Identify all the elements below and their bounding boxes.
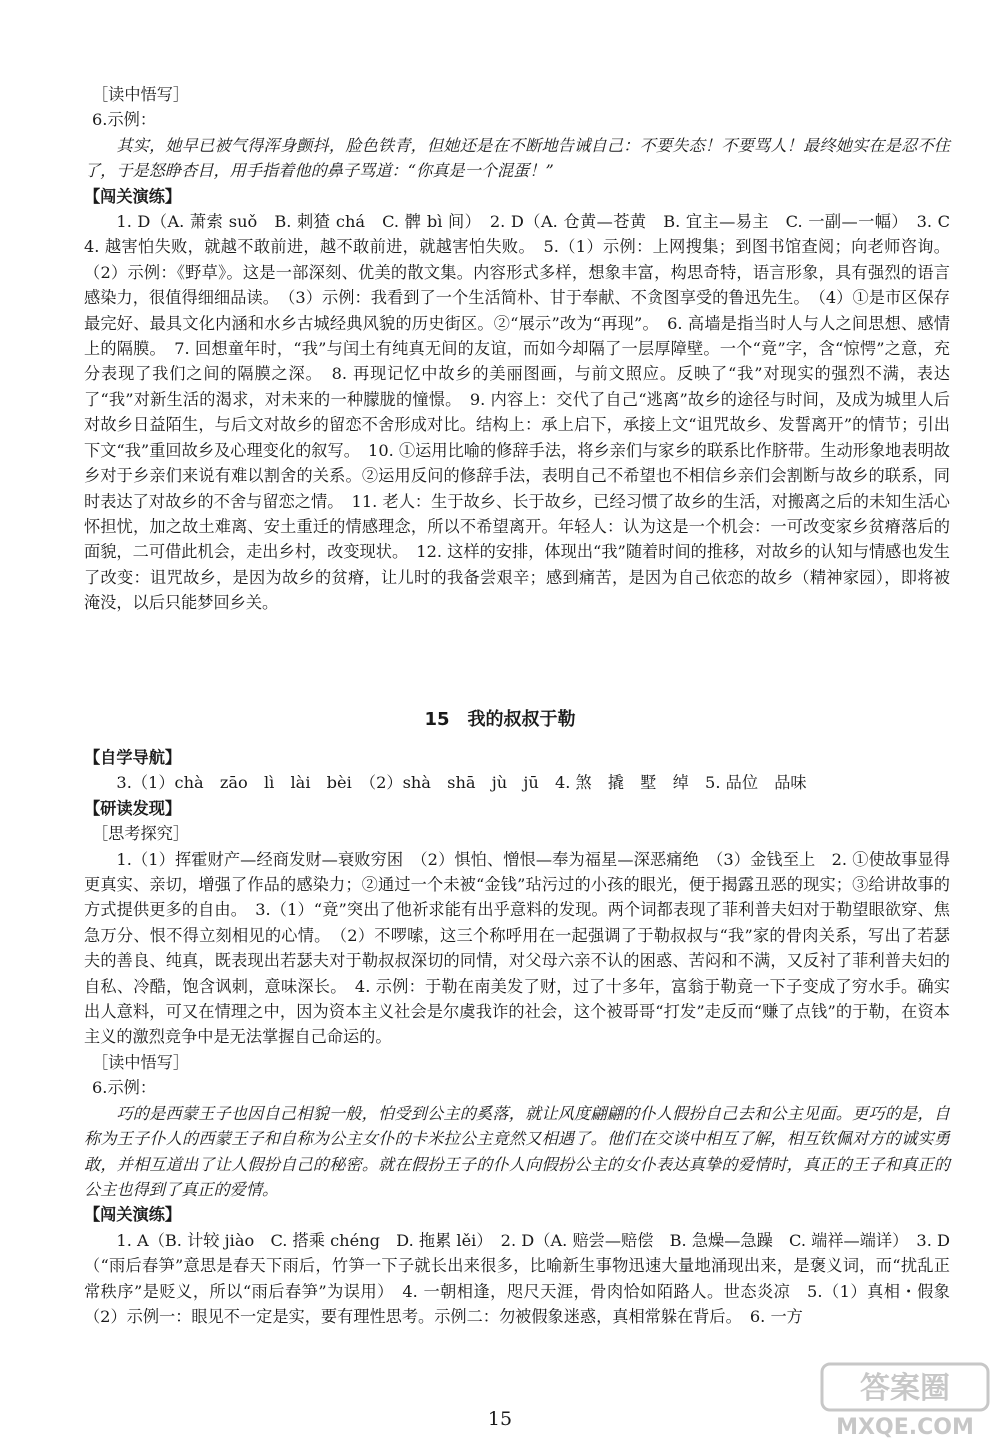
example-number-2: 6.示例： <box>92 1078 157 1098</box>
section-reading-writing-1 <box>84 82 967 616</box>
section-lesson-15 <box>84 745 967 1329</box>
header-practice-2: 【闯关演练】 <box>84 1205 182 1225</box>
example-text-2: 巧的是西蒙王子也因自己相貌一般，怕受到公主的奚落，就让风度翩翩的仆人假扮自己去和公主见面。更巧的是，自称为王子仆人的西蒙王子和自称为公主女仆的卡米拉公主竟然又相遇了。他们在交谈中相互了解，相互钦佩对方的诚实勇敢，并相互道出了让人假扮自己的秘密。就在假扮王子的仆人向假扮公主的女仆表达真挚的爱情时，真正的王子和真正的公主也得到了真正的爱情。 <box>84 1103 950 1199</box>
example-text: 其实，她早已被气得浑身颤抖，脸色铁青，但她还是在不断地告诫自己：不要失态！不要骂人！最终她实在是忍不住了，于是怒睁杏目，用手指着他的鼻子骂道：“你真是一个混蛋！” <box>84 135 950 181</box>
header-practice: 【闯关演练】 <box>84 186 182 206</box>
self-study-answers: 3.（1）chà zāo lì lài bèi （2）shà shā jù jū 4. 煞 撬 墅 绰 5. 品位 品味 <box>116 773 807 793</box>
label-thinking-exploration: ［思考探究］ <box>92 824 190 844</box>
practice-answers: 1. D（A. 萧索 suǒ B. 刺猹 chá C. 髀 bì 间） 2. D（A. 仓黄—苍黄 B. 宜主—易主 C. 一副—一幅） 3. C 4. 越害怕失败，就越不敢前进，越不敢前进，就越害怕失败。 5.（1）示例：上网搜集；到图书馆查阅；向老师咨询。（2）示例：《野草》。这是一部深刻、优美的散文集。内容形式多样，想象丰富，构思奇特，语言形象，具有强烈的语言感染力，很值得细细品读。 （3）示例：我看到了一个生活简朴、甘于奉献、不贪图享受的鲁迅先生。 （4）①是市区保存最完好、最具文化内涵和水乡古城经典风貌的历史街区。②“展示”改为“再现”。 6. 高墙是指当时人与人之间思想、感情上的隔膜。 7. 回想童年时，“我”与闰土有纯真无间的友谊，而如今却隔了一层厚障壁。一个“竟”字，含“惊愕”之意，充分表现了我们之间的隔膜之深。 8. 再现记忆中故乡的美丽图画，与前文照应。反映了“我”对现实的强烈不满，表达了“我”对新生活的渴求，对未来的一种朦胧的憧憬。 9. 内容上：交代了自己“逃离”故乡的途径与时间，及成为城里人后对故乡日益陌生，与后文对故乡的留恋不舍形成对比。结构上：承上启下，承接上文“诅咒故乡、发誓离开”的情节；引出下文“我”重回故乡及心理变化的叙写。 10. ①运用比喻的修辞手法，将乡亲们与家乡的联系比作脐带。生动形象地表明故乡对于乡亲们来说有难以割舍的关系。②运用反问的修辞手法，表明自己不希望也不相信乡亲们会割断与故乡的联系，同时表达了对故乡的不舍与留恋之情。 11. 老人：生于故乡、长于故乡，已经习惯了故乡的生活，对搬离之后的未知生活心怀担忧，加之故土难离、安土重迁的情感理念，所以不希望离开。年轻人：认为这是一个机会：一可改变家乡贫瘠落后的面貌，二可借此机会，走出乡村，改变现状。 12. 这样的安排，体现出“我”随着时间的推移，对故乡的认知与情感也发生了改变：诅咒故乡，是因为故乡的贫瘠，让儿时的我备尝艰辛；感到痛苦，是因为自己依恋的故乡（精神家园），即将被淹没，以后只能梦回乡关。 <box>84 212 967 613</box>
header-self-study: 【自学导航】 <box>84 748 182 767</box>
label-reading-writing: ［读中悟写］ <box>92 85 190 104</box>
label-reading-writing-2: ［读中悟写］ <box>92 1052 190 1072</box>
svg-text:MXQE.COM: MXQE.COM <box>836 1415 974 1440</box>
watermark-logo <box>820 1360 990 1442</box>
practice-answers-2: 1. A（B. 计较 jiào C. 搭乘 chéng D. 拖累 lěi） 2. D（A. 赔尝—赔偿 B. 急燥—急躁 C. 端祥—端详） 3. D（“雨后春笋”意思是春天下雨后，竹笋一下子就长出来很多，比喻新生事物迅速大量地涌现出来，是褒义词，而“扰乱正常秩序”是贬义，所以“雨后春笋”为误用） 4. 一朝相逢，咫尺天涯，骨肉恰如陌路人。世态炎凉 5.（1）真相・假象 （2）示例一：眼见不一定是实，要有理性思考。示例二：勿被假象迷惑，真相常躲在背后。 6. 一方 <box>84 1230 967 1326</box>
svg-text:答案圈: 答案圈 <box>860 1371 950 1406</box>
header-study-discovery: 【研读发现】 <box>84 798 182 818</box>
example-number: 6.示例： <box>92 110 157 130</box>
exploration-answers: 1.（1）挥霍财产—经商发财—衰败穷困 （2）惧怕、憎恨—奉为福星—深恶痛绝 （3）金钱至上 2. ①使故事显得更真实、亲切，增强了作品的感染力；②通过一个未被“金钱”玷污过的小孩的眼光，便于揭露丑恶的现实；③给讲故事的方式提供更多的自由。 3.（1）“竟”突出了他祈求能有出乎意料的发现。两个词都表现了菲利普夫妇对于勒望眼欲穿、焦急万分、恨不得立刻相见的心情。 （2）不啰嗦，这三个称呼用在一起强调了于勒叔叔与“我”家的骨肉关系，写出了若瑟夫的善良、纯真，既表现出若瑟夫对于勒叔叔深切的同情，对父母六亲不认的困惑、苦闷和不满，又反衬了菲利普夫妇的自私、冷酷，饱含讽刺，意味深长。 4. 示例：于勒在南美发了财，过了十多年，富翁于勒竟一下子变成了穷水手。确实出人意料，可又在情理之中，因为资本主义社会是尔虞我诈的社会，这个被哥哥“打发”走反而“赚了点钱”的于勒，在资本主义的激烈竞争中是无法掌握自己命运的。 <box>84 849 950 1047</box>
page-number: 15 <box>487 1408 513 1430</box>
lesson-title: 15 我的叔叔于勒 <box>424 709 576 730</box>
